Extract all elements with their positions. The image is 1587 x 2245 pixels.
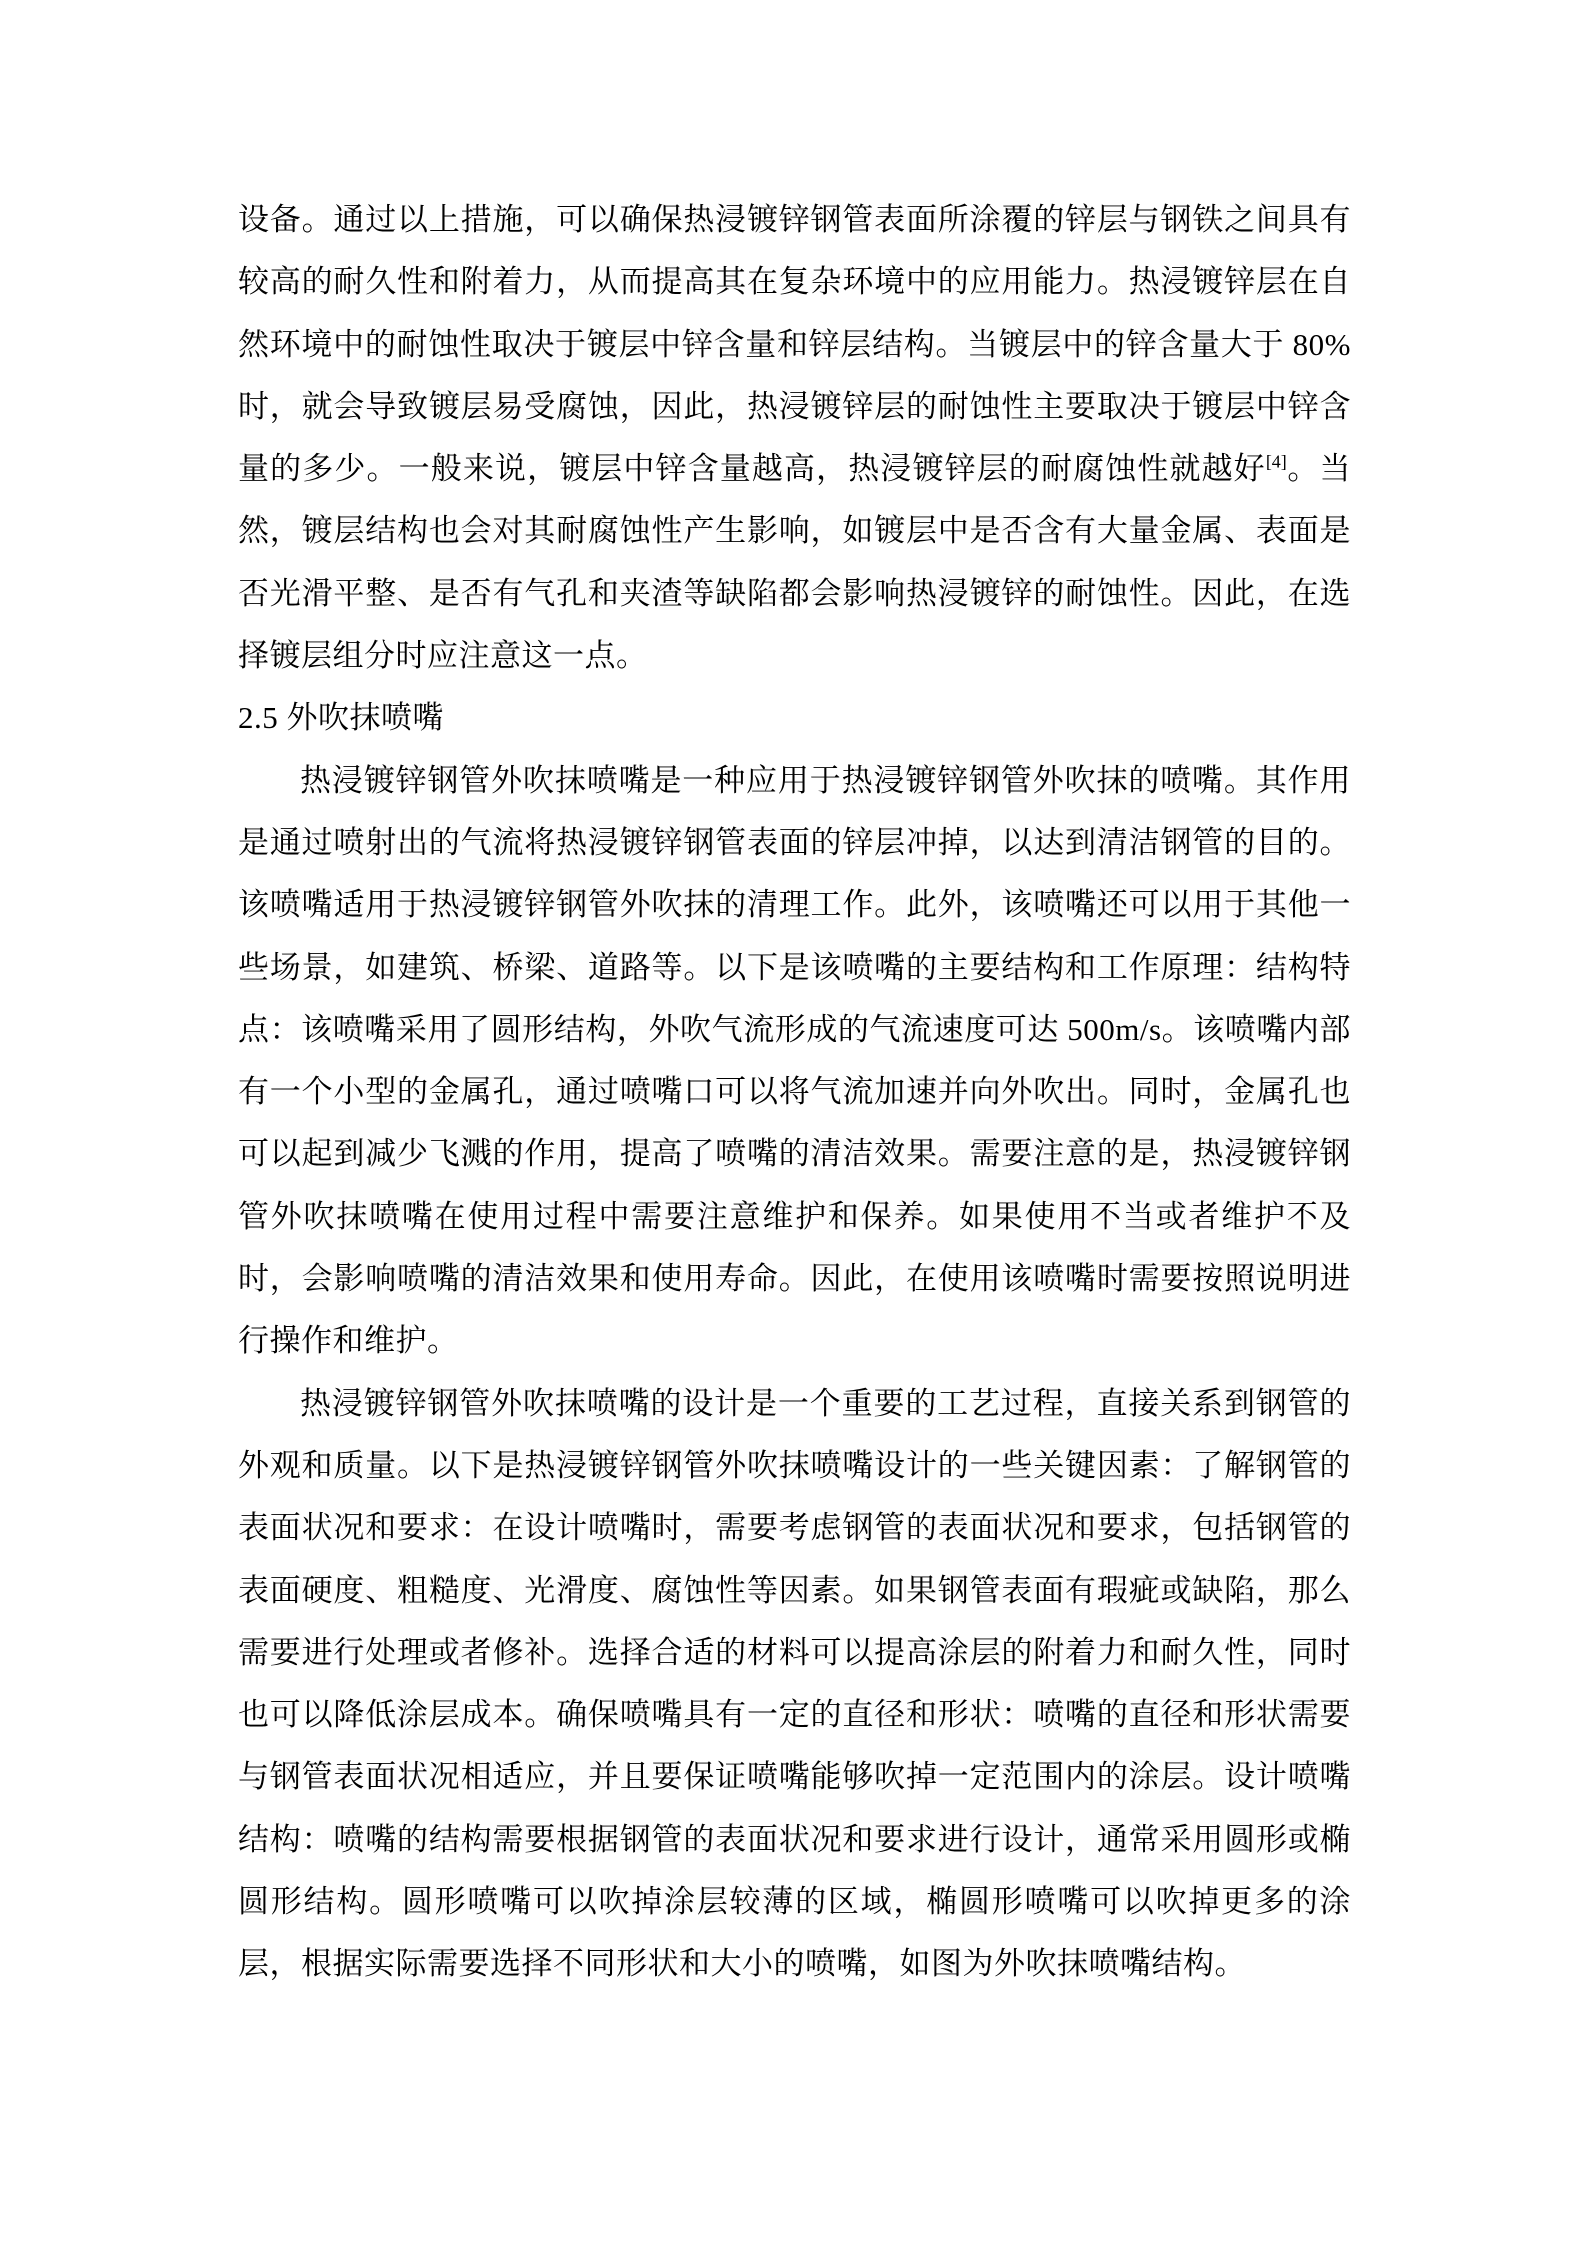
section-heading-2-5-nozzle: 2.5 外吹抹喷嘴 (238, 700, 444, 736)
paragraph-zinc-coating-text: 设备。通过以上措施，可以确保热浸镀锌钢管表面所涂覆的锌层与钢铁之间具有较高的耐久性和附着力，从而提高其在复杂环境中的应用能力。热浸镀锌层在自然环境中的耐蚀性取决于镀层中锌含量和锌层结构。当镀层中的锌含量大于 80%时，就会导致镀层易受腐蚀，因此，热浸镀锌层的耐蚀性主要取决于镀层中锌含量的多少。一般来说，镀层中锌含量越高，热浸镀锌层的耐腐蚀性就越好 (238, 202, 1351, 487)
paragraph-zinc-coating-durability (238, 189, 1351, 687)
paragraph-nozzle-design: 热浸镀锌钢管外吹抹喷嘴的设计是一个重要的工艺过程，直接关系到钢管的外观和质量。以下是热浸镀锌钢管外吹抹喷嘴设计的一些关键因素：了解钢管的表面状况和要求：在设计喷嘴时，需要考虑钢管的表面状况和要求，包括钢管的表面硬度、粗糙度、光滑度、腐蚀性等因素。如果钢管表面有瑕疵或缺陷，那么需要进行处理或者修补。选择合适的材料可以提高涂层的附着力和耐久性，同时也可以降低涂层成本。确保喷嘴具有一定的直径和形状：喷嘴的直径和形状需要与钢管表面状况相适应，并且要保证喷嘴能够吹掉一定范围内的涂层。设计喷嘴结构：喷嘴的结构需要根据钢管的表面状况和要求进行设计，通常采用圆形或椭圆形结构。圆形喷嘴可以吹掉涂层较薄的区域，椭圆形喷嘴可以吹掉更多的涂层，根据实际需要选择不同形状和大小的喷嘴，如图为外吹抹喷嘴结构。 (238, 1385, 1351, 1982)
citation-ref-4: [4] (1265, 451, 1287, 472)
paragraph-zinc-coating-text-continued: 。当然，镀层结构也会对其耐腐蚀性产生影响，如镀层中是否含有大量金属、表面是否光滑平整、是否有气孔和夹渣等缺陷都会影响热浸镀锌的耐蚀性。因此，在选择镀层组分时应注意这一点。 (238, 451, 1352, 674)
document-page (238, 189, 1351, 1996)
paragraph-nozzle-overview: 热浸镀锌钢管外吹抹喷嘴是一种应用于热浸镀锌钢管外吹抹的喷嘴。其作用是通过喷射出的气流将热浸镀锌钢管表面的锌层冲掉，以达到清洁钢管的目的。该喷嘴适用于热浸镀锌钢管外吹抹的清理工作。此外，该喷嘴还可以用于其他一些场景，如建筑、桥梁、道路等。以下是该喷嘴的主要结构和工作原理：结构特点：该喷嘴采用了圆形结构，外吹气流形成的气流速度可达 500m/s。该喷嘴内部有一个小型的金属孔，通过喷嘴口可以将气流加速并向外吹出。同时，金属孔也可以起到减少飞溅的作用，提高了喷嘴的清洁效果。需要注意的是，热浸镀锌钢管外吹抹喷嘴在使用过程中需要注意维护和保养。如果使用不当或者维护不及时，会影响喷嘴的清洁效果和使用寿命。因此，在使用该喷嘴时需要按照说明进行操作和维护。 (238, 762, 1351, 1359)
